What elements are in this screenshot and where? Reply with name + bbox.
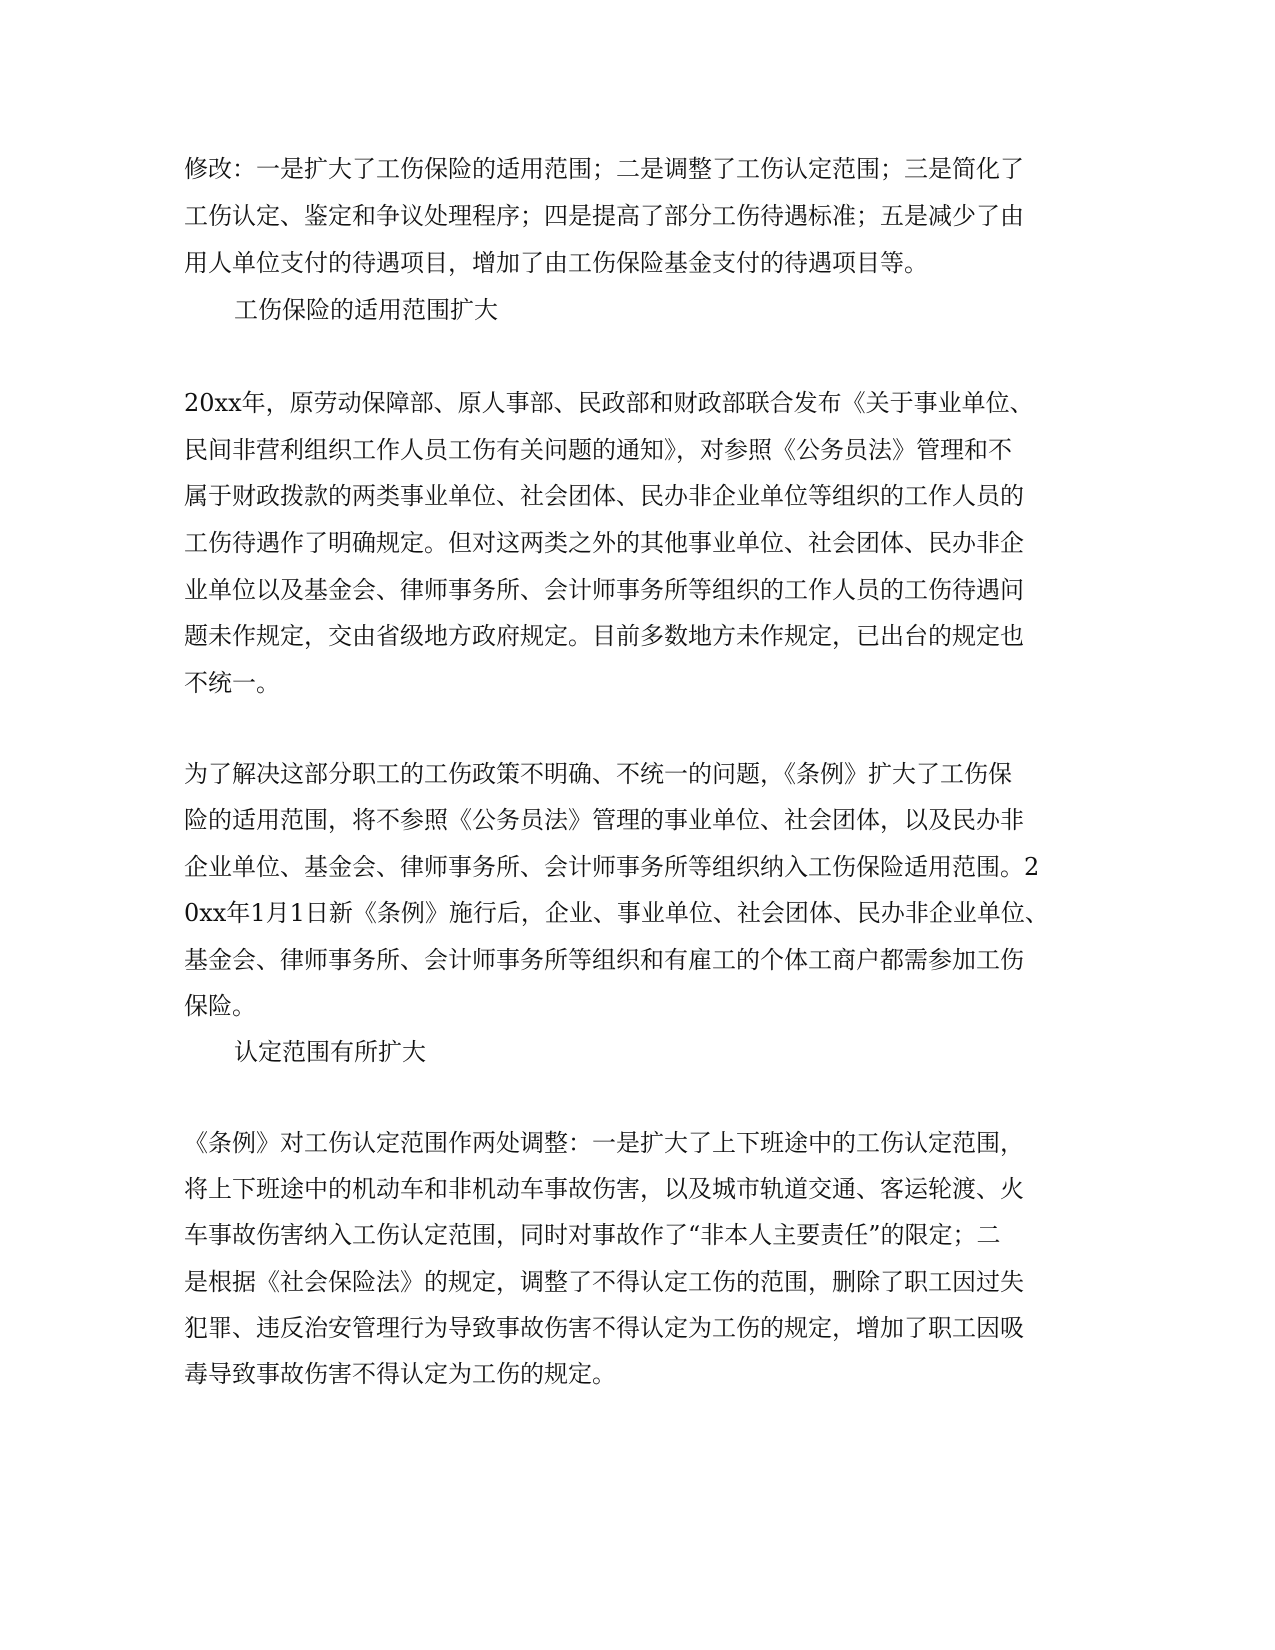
paragraph-line: 险的适用范围，将不参照《公务员法》管理的事业单位、社会团体，以及民办非 bbox=[184, 806, 1024, 834]
paragraph-line: 《条例》对工伤认定范围作两处调整：一是扩大了上下班途中的工伤认定范围， bbox=[184, 1129, 1024, 1157]
paragraph-line: 不统一。 bbox=[184, 669, 280, 697]
paragraph-line: 0xx年1月1日新《条例》施行后，企业、事业单位、社会团体、民办非企业单位、 bbox=[184, 899, 1049, 927]
paragraph-line: 车事故伤害纳入工伤认定范围，同时对事故作了“非本人主要责任”的限定；二 bbox=[184, 1221, 1001, 1249]
paragraph-line: 民间非营利组织工作人员工伤有关问题的通知》，对参照《公务员法》管理和不 bbox=[184, 436, 1012, 464]
paragraph-line: 题未作规定，交由省级地方政府规定。目前多数地方未作规定，已出台的规定也 bbox=[184, 622, 1024, 650]
paragraph-line: 将上下班途中的机动车和非机动车事故伤害，以及城市轨道交通、客运轮渡、火 bbox=[184, 1175, 1024, 1203]
paragraph-line: 犯罪、违反治安管理行为导致事故伤害不得认定为工伤的规定，增加了职工因吸 bbox=[184, 1314, 1024, 1342]
paragraph-line: 保险。 bbox=[184, 992, 256, 1020]
paragraph-line: 为了解决这部分职工的工伤政策不明确、不统一的问题，《条例》扩大了工伤保 bbox=[184, 760, 1012, 788]
paragraph-line: 工伤认定、鉴定和争议处理程序；四是提高了部分工伤待遇标准；五是减少了由 bbox=[184, 202, 1024, 230]
section-heading: 认定范围有所扩大 bbox=[234, 1038, 426, 1066]
paragraph-line: 属于财政拨款的两类事业单位、社会团体、民办非企业单位等组织的工作人员的 bbox=[184, 482, 1024, 510]
paragraph-line: 毒导致事故伤害不得认定为工伤的规定。 bbox=[184, 1360, 616, 1388]
paragraph-line: 企业单位、基金会、律师事务所、会计师事务所等组织纳入工伤保险适用范围。2 bbox=[184, 853, 1040, 881]
paragraph-line: 业单位以及基金会、律师事务所、会计师事务所等组织的工作人员的工伤待遇问 bbox=[184, 576, 1024, 604]
paragraph-line: 用人单位支付的待遇项目，增加了由工伤保险基金支付的待遇项目等。 bbox=[184, 249, 928, 277]
paragraph-line: 工伤待遇作了明确规定。但对这两类之外的其他事业单位、社会团体、民办非企 bbox=[184, 529, 1024, 557]
paragraph-line: 是根据《社会保险法》的规定，调整了不得认定工伤的范围，删除了职工因过失 bbox=[184, 1268, 1024, 1296]
paragraph-line: 基金会、律师事务所、会计师事务所等组织和有雇工的个体工商户都需参加工伤 bbox=[184, 946, 1024, 974]
section-heading: 工伤保险的适用范围扩大 bbox=[234, 296, 498, 324]
paragraph-line: 20xx年，原劳动保障部、原人事部、民政部和财政部联合发布《关于事业单位、 bbox=[184, 389, 1034, 417]
paragraph-line: 修改：一是扩大了工伤保险的适用范围；二是调整了工伤认定范围；三是简化了 bbox=[184, 155, 1024, 183]
